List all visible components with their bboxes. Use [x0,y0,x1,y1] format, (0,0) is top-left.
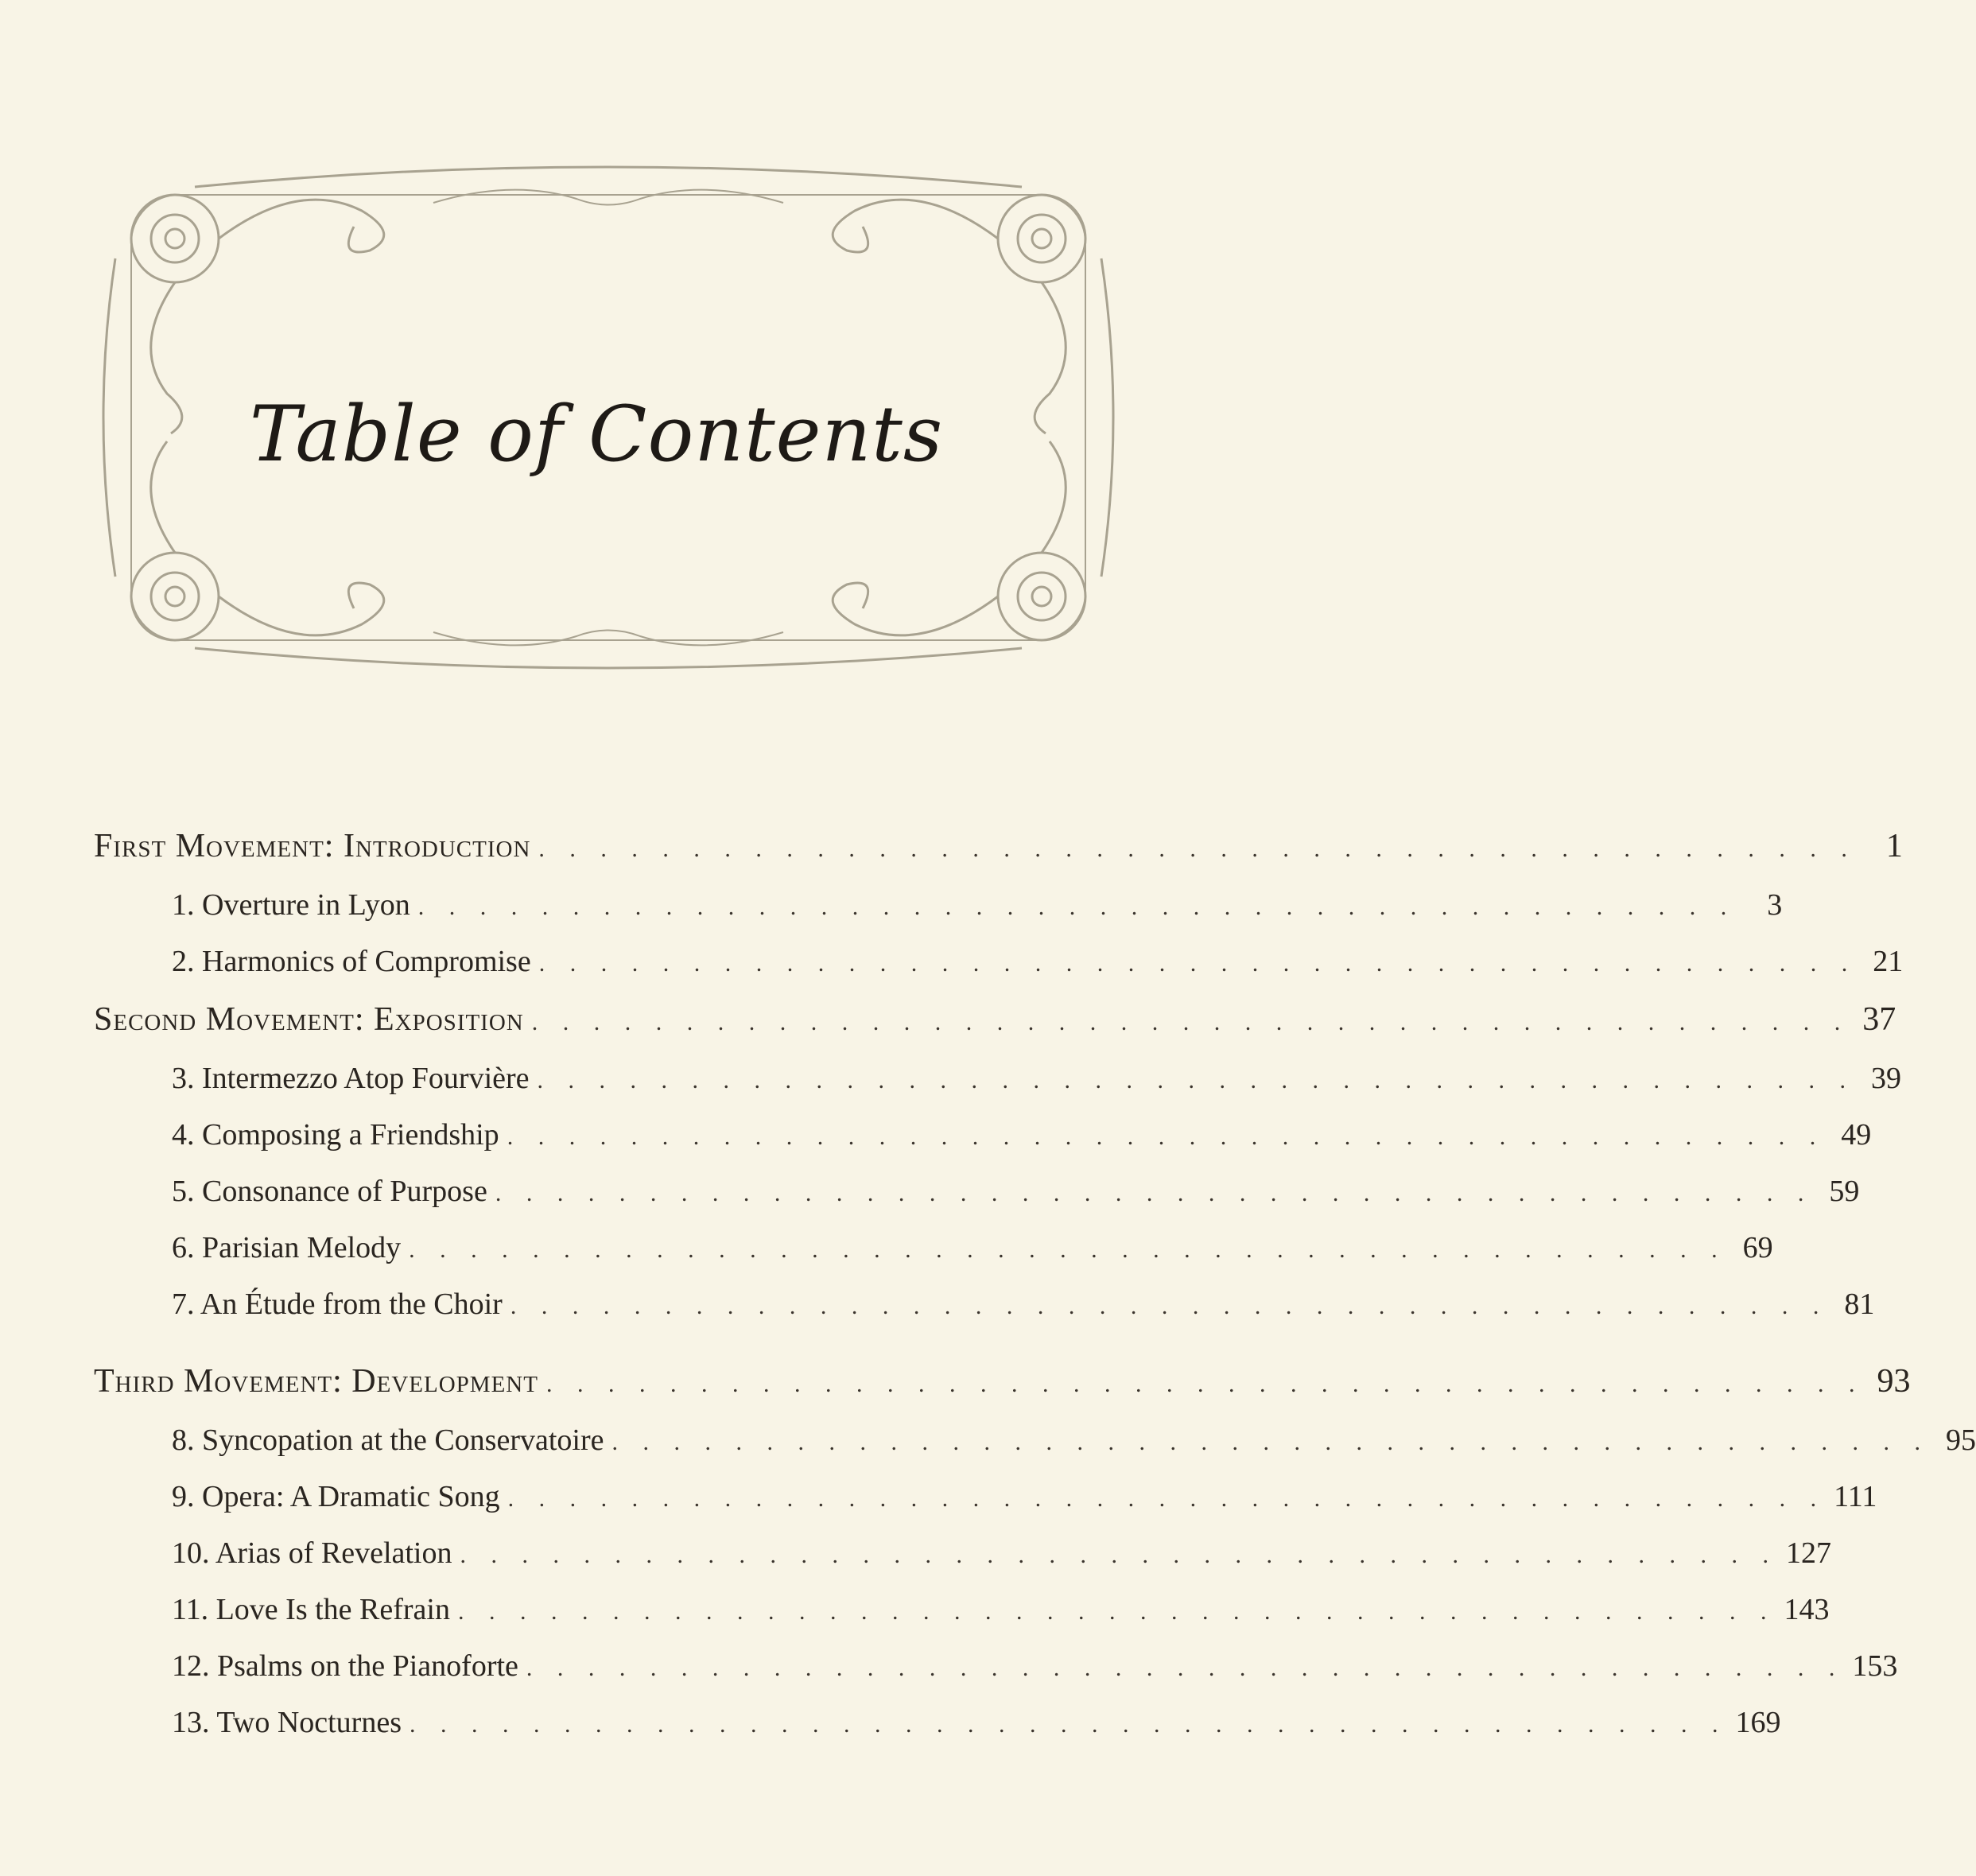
toc-label: 3. Intermezzo Atop Fourvière [172,1062,530,1095]
toc-label: Third Movement: Development [94,1363,538,1400]
toc-chapter [94,1592,1830,1649]
dot-leader: . . . . . . . . . . . . . . . . . . . . . . . . . . . . . . . . . . . . . . . . . . . [545,1371,1865,1397]
toc-label: 12. Psalms on the Pianoforte [172,1649,518,1683]
toc-label: 8. Syncopation at the Conservatoire [172,1424,604,1457]
toc-page-number: 39 [1871,1062,1902,1095]
toc-chapter [94,1479,1877,1536]
toc-chapter [94,1423,1976,1479]
dot-leader: . . . . . . . . . . . . . . . . . . . . . . . . . . . . . . . . . . . . . . . . . . . [457,1598,1776,1625]
dot-leader: . . . . . . . . . . . . . . . . . . . . . . . . . . . . . . . . . . . . . . . . . . . [507,1124,1826,1150]
toc-label: 4. Composing a Friendship [172,1118,499,1152]
toc-page-number: 95 [1946,1424,1976,1457]
dot-leader: . . . . . . . . . . . . . . . . . . . . . . . . . . . . . . . . . . . . . . . . . . . [531,1009,1850,1035]
toc-page-number: 1 [1885,828,1903,864]
toc-label: 7. An Étude from the Choir [172,1288,503,1321]
toc-part [94,827,1903,888]
toc-chapter [94,1174,1860,1230]
toc-chapter [94,944,1904,1000]
toc-label: 11. Love Is the Refrain [172,1593,450,1626]
toc-chapter [94,1705,1781,1761]
toc-page-number: 37 [1862,1001,1896,1038]
toc-label: 6. Parisian Melody [172,1231,402,1264]
toc-chapter [94,1230,1773,1287]
dot-leader: . . . . . . . . . . . . . . . . . . . . . . . . . . . . . . . . . . . . . . . . . . . [538,950,1858,977]
toc-chapter [94,1287,1875,1343]
toc-label: 5. Consonance of Purpose [172,1175,487,1208]
toc-chapter [94,1061,1902,1117]
dot-leader: . . . . . . . . . . . . . . . . . . . . . . . . . . . . . . . . . . . . . . . . . . . [507,1486,1827,1512]
toc-page-number: 93 [1877,1363,1911,1400]
toc-page-number: 81 [1844,1288,1875,1321]
dot-leader: . . . . . . . . . . . . . . . . . . . . . . . . . . . . . . . . . . . . . . . . . . . [537,1067,1856,1093]
toc-chapter [94,1536,1831,1592]
toc-chapter [94,888,1783,944]
toc-label: Second Movement: Exposition [94,1001,524,1038]
dot-leader: . . . . . . . . . . . . . . . . . . . . . . . . . . . . . . . . . . . . . . . . . . . [460,1542,1778,1568]
toc-label: 13. Two Nocturnes [172,1706,402,1739]
toc-part [94,1000,1896,1061]
toc-page-number: 153 [1852,1649,1898,1683]
dot-leader: . . . . . . . . . . . . . . . . . . . . . . . . . . . . . . . . . . . . . . . . . . . [526,1655,1845,1681]
dot-leader: . . . . . . . . . . . . . . . . . . . . . . . . . . . . . . . . . . . . . . . . . . . [417,894,1737,920]
toc-page-number: 69 [1742,1231,1773,1264]
toc-label: 1. Overture in Lyon [172,888,410,922]
toc-page-number: 127 [1785,1536,1831,1570]
page-title: Table of Contents [249,390,944,479]
toc-page-number: 3 [1767,888,1783,922]
toc-page-number: 49 [1841,1118,1872,1152]
toc-page-number: 21 [1873,945,1904,978]
dot-leader: . . . . . . . . . . . . . . . . . . . . . . . . . . . . . . . . . . . . . . . . . . . [510,1293,1829,1319]
toc-label: 10. Arias of Revelation [172,1536,452,1570]
toc-label: 2. Harmonics of Compromise [172,945,531,978]
dot-leader: . . . . . . . . . . . . . . . . . . . . . . . . . . . . . . . . . . . . . . . . . . . [495,1180,1814,1206]
toc-page-number: 111 [1834,1480,1877,1513]
dot-leader: . . . . . . . . . . . . . . . . . . . . . . . . . . . . . . . . . . . . . . . . . . . [611,1429,1930,1455]
toc-page-number: 143 [1784,1593,1830,1626]
dot-leader: . . . . . . . . . . . . . . . . . . . . . . . . . . . . . . . . . . . . . . . . . . . [538,836,1857,862]
toc-part [94,1362,1911,1423]
table-of-contents [94,827,1976,1761]
toc-label: First Movement: Introduction [94,828,531,864]
toc-chapter [94,1649,1898,1705]
toc-label: 9. Opera: A Dramatic Song [172,1480,500,1513]
dot-leader: . . . . . . . . . . . . . . . . . . . . . . . . . . . . . . . . . . . . . . . . . . . [410,1711,1728,1738]
dot-leader: . . . . . . . . . . . . . . . . . . . . . . . . . . . . . . . . . . . . . . . . . . . [409,1237,1727,1263]
toc-page-number: 169 [1735,1706,1781,1739]
toc-chapter [94,1117,1872,1174]
toc-page-number: 59 [1829,1175,1860,1208]
